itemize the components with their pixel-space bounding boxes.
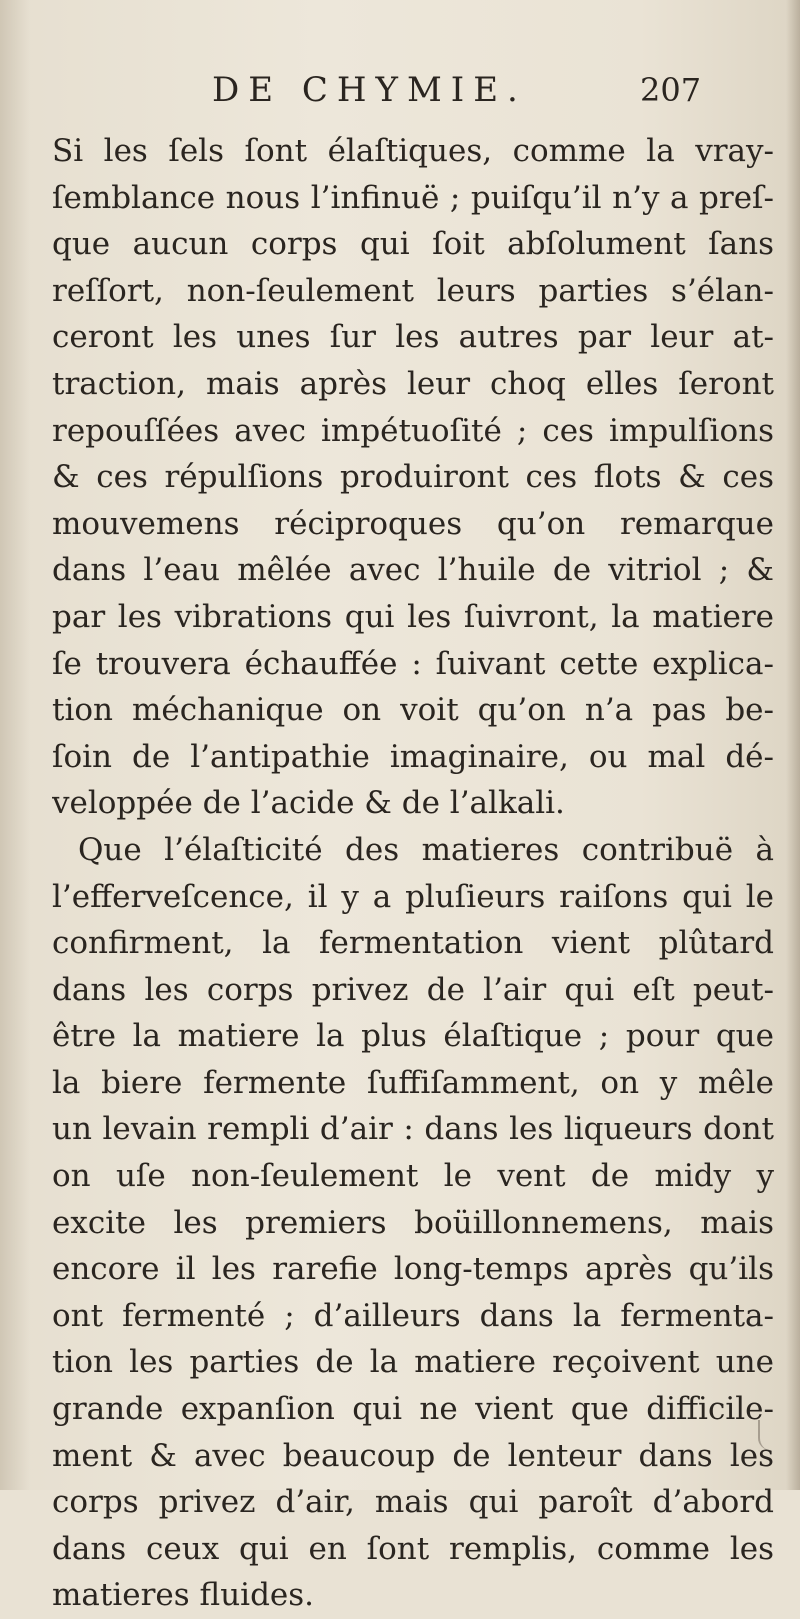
text-line: tion méchanique on voit qu’on n’a pas be- [52, 692, 774, 729]
ink-mark [758, 1420, 780, 1450]
page-number: 207 [640, 71, 702, 109]
text-line: & ces répulſions produiront ces flots & ces [52, 459, 774, 496]
text-line: la biere fermente ſuffiſamment, on y mêle [52, 1064, 774, 1101]
page-edge [786, 0, 800, 1490]
running-head-title: DE CHYMIE. [212, 70, 527, 110]
running-head [0, 68, 800, 118]
text-line: Si les ſels ſont élaſtiques, comme la vray- [52, 133, 774, 169]
text-line: ſe trouvera échauffée : ſuivant cette explica- [52, 645, 774, 682]
text-line: mouvemens réciproques qu’on remarque [52, 505, 774, 542]
text-line: par les vibrations qui les ſuivront, la matiere [52, 598, 774, 635]
text-line: reſſort, non-ſeulement leurs parties s’élan- [52, 272, 774, 309]
text-line: traction, mais après leur choq elles ſeront [52, 365, 774, 402]
text-line: un levain rempli d’air : dans les liqueurs dont [52, 1111, 774, 1148]
text-line: corps privez d’air, mais qui paroît d’abord [52, 1484, 774, 1521]
text-line: dans ceux qui en ſont remplis, comme les [52, 1530, 774, 1567]
text-line: ont fermenté ; d’ailleurs dans la fermenta- [52, 1297, 774, 1334]
text-line: Que l’élaſticité des matieres contribuë à [78, 831, 774, 868]
text-line: dans l’eau mêlée avec l’huile de vitriol ; & [52, 552, 774, 589]
text-line: on uſe non-ſeulement le vent de midy y [52, 1158, 774, 1195]
text-line: dans les corps privez de l’air qui eſt peut- [52, 971, 774, 1008]
text-line: repouſſées avec impétuoſité ; ces impulſions [52, 412, 774, 449]
text-line: l’efferveſcence, il y a pluſieurs raiſons qui le [52, 878, 774, 915]
text-line: encore il les rarefie long-temps après qu’ils [52, 1251, 774, 1288]
text-line: excite les premiers boüillonnemens, mais [52, 1204, 774, 1241]
text-line: être la matiere la plus élaſtique ; pour que [52, 1018, 774, 1055]
text-line: confirment, la fermentation vient plûtard [52, 925, 774, 962]
text-line: ſemblance nous l’infinuë ; puiſqu’il n’y a preſ- [52, 179, 774, 216]
text-line: que aucun corps qui ſoit abſolument ſans [52, 226, 774, 263]
text-line: veloppée de l’acide & de l’alkali. [52, 785, 565, 822]
text-line: tion les parties de la matiere reçoivent une [52, 1344, 774, 1381]
body-text [52, 128, 774, 1619]
text-line: ment & avec beaucoup de lenteur dans les [52, 1437, 774, 1474]
text-line: grande expanſion qui ne vient que difficile- [52, 1391, 774, 1428]
text-line: ſoin de l’antipathie imaginaire, ou mal dé- [52, 738, 774, 775]
gutter-shadow [0, 0, 30, 1490]
text-line: ceront les unes ſur les autres par leur at- [52, 319, 774, 356]
text-line: matieres fluides. [52, 1577, 315, 1614]
